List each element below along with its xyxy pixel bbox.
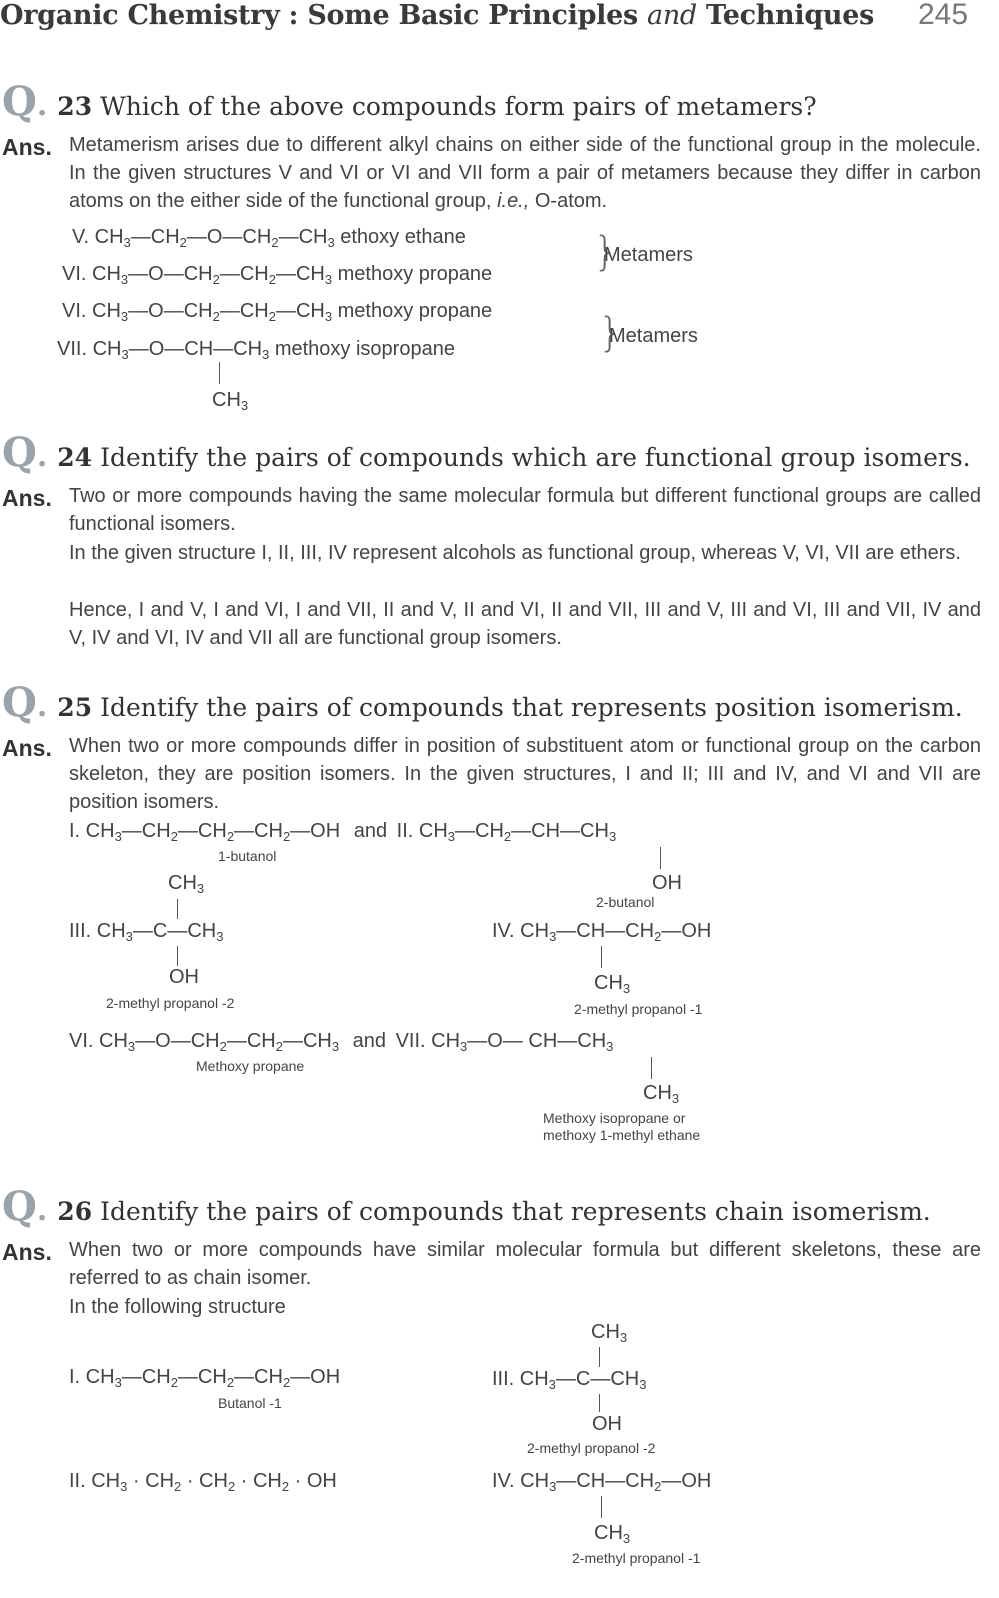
metamers-label: Metamers — [604, 244, 693, 266]
page-number: 245 — [918, 0, 969, 31]
brace: } — [593, 229, 619, 275]
question-number: 25 — [57, 693, 93, 722]
question-number: 24 — [57, 443, 93, 472]
header-title-part1: Organic Chemistry : Some Basic Principles — [0, 0, 638, 31]
question-number: 26 — [57, 1197, 93, 1226]
answer-label: Ans. — [2, 735, 52, 761]
answer-paragraph: Two or more compounds having the same molecular formula but different functional groups are called functional isomers. — [69, 485, 981, 535]
name-i: Butanol -1 — [218, 1395, 282, 1411]
structure-iii: III. $CH_3—C—CH_3$ — [492, 1368, 647, 1392]
running-header — [0, 0, 874, 31]
name-1-butanol: 1-butanol — [218, 848, 277, 864]
header-title-and: and — [647, 0, 697, 31]
answer-paragraph: When two or more compounds differ in position of substituent atom or functional group on the carbon skeleton, they are position isomers. In the given structures, I and II; III and IV, and VI and VII are position isomers. — [69, 735, 981, 813]
structure-vi: VI. $CH_3—O—CH_2—CH_2—CH_3$ and VII. $CH_3—O—$ $CH—CH_3$ — [69, 1030, 614, 1054]
name-iii: 2-methyl propanol -2 — [106, 995, 235, 1011]
branch-oh: OH — [592, 1413, 622, 1435]
answer-label: Ans. — [2, 485, 52, 511]
brace: } — [598, 310, 624, 356]
question-24: Q . 24 Identify the pairs of compounds which are functional group isomers. — [2, 429, 971, 476]
question-26: Q . 26 Identify the pairs of compounds that represents chain isomerism. — [2, 1183, 931, 1230]
answer-paragraph: Metamerism arises due to different alkyl chains on either side of the functional group in the molecule. In the given structures V and VI or VI and VII form a pair of metamers because they differ in carbon atoms on the either side of the functional group, i.e., O-atom. — [69, 134, 981, 212]
name-iv: 2-methyl propanol -1 — [572, 1550, 701, 1566]
question-text: Identify the pairs of compounds that represents position isomerism. — [100, 693, 963, 722]
structure-i: I. $CH_3—CH_2—CH_2—CH_2—OH$ — [69, 1366, 341, 1390]
branch-oh: OH — [652, 872, 682, 894]
branch-ch3: $CH_3$ — [594, 972, 631, 996]
question-text: Which of the above compounds form pairs of metamers? — [100, 92, 817, 121]
branch-ch3: $CH_3$ — [168, 872, 205, 896]
structure-vi-b: VI. $CH_3—O—CH_2—CH_2—CH_3$ methoxy propane — [62, 300, 493, 324]
question-25: Q . 25 Identify the pairs of compounds that represents position isomerism. — [2, 679, 963, 726]
header-title-part2: Techniques — [706, 0, 875, 31]
q-mark: Q — [2, 429, 37, 476]
branch-ch3: $CH_3$ — [212, 389, 249, 413]
structure-vi-a: VI. $CH_3—O—CH_2—CH_2—CH_3$ methoxy propane — [62, 263, 493, 287]
name-vii-line1: Methoxy isopropane or — [543, 1110, 686, 1126]
structure-i: I. $CH_3—CH_2—CH_2—CH_2—OH$ and II. $CH_3—CH_2—CH—CH_3$ — [69, 820, 617, 844]
name-iv: 2-methyl propanol -1 — [574, 1001, 703, 1017]
branch-ch3: $CH_3$ — [594, 1522, 631, 1546]
name-vii-line2: methoxy 1-methyl ethane — [543, 1127, 701, 1143]
answer-paragraph: In the given structure I, II, III, IV represent alcohols as functional group, whereas V, VI, VII are ethers. — [69, 542, 961, 564]
answer-paragraph: In the following structure — [69, 1296, 286, 1318]
answer-paragraph: When two or more compounds have similar molecular formula but different skeletons, these are referred to as chain isomer. — [69, 1239, 981, 1289]
structure-ii: II. $CH_3 \cdot CH_2 \cdot CH_2 \cdot CH_2$ · OH — [69, 1470, 337, 1494]
branch-oh: OH — [169, 966, 199, 988]
structure-iii: III. $CH_3—C—CH_3$ — [69, 920, 224, 944]
branch-ch3: $CH_3$ — [643, 1082, 680, 1106]
q-mark: Q — [2, 1183, 37, 1230]
structure-v: V. $CH_3—CH_2—O—CH_2—CH_3$ ethoxy ethane — [72, 226, 466, 250]
question-text: Identify the pairs of compounds which are functional group isomers. — [100, 443, 971, 472]
answer-label: Ans. — [2, 134, 52, 160]
answer-paragraph: Hence, I and V, I and VI, I and VII, II and V, II and VI, II and VII, III and V, III and VI, III and VII, IV and V, IV and VI, IV and VII all are functional group isomers. — [69, 599, 981, 649]
answer-label: Ans. — [2, 1239, 52, 1265]
question-text: Identify the pairs of compounds that represents chain isomerism. — [100, 1197, 931, 1226]
structure-iv: IV. $CH_3—CH—CH_2—OH$ — [492, 920, 712, 944]
name-iii: 2-methyl propanol -2 — [527, 1440, 656, 1456]
name-2-butanol: 2-butanol — [596, 894, 655, 910]
branch-ch3: $CH_3$ — [591, 1321, 628, 1345]
name-vi: Methoxy propane — [196, 1058, 305, 1074]
question-number: 23 — [57, 92, 93, 121]
structure-vii: VII. $CH_3—O—CH—CH_3$ methoxy isopropane — [57, 338, 455, 362]
q-mark: Q — [2, 78, 37, 125]
structure-iv: IV. $CH_3—CH—CH_2—OH$ — [492, 1470, 712, 1494]
q-mark: Q — [2, 679, 37, 726]
question-23: Q . 23 Which of the above compounds form pairs of metamers? — [2, 78, 817, 125]
metamers-label: Metamers — [609, 325, 698, 347]
